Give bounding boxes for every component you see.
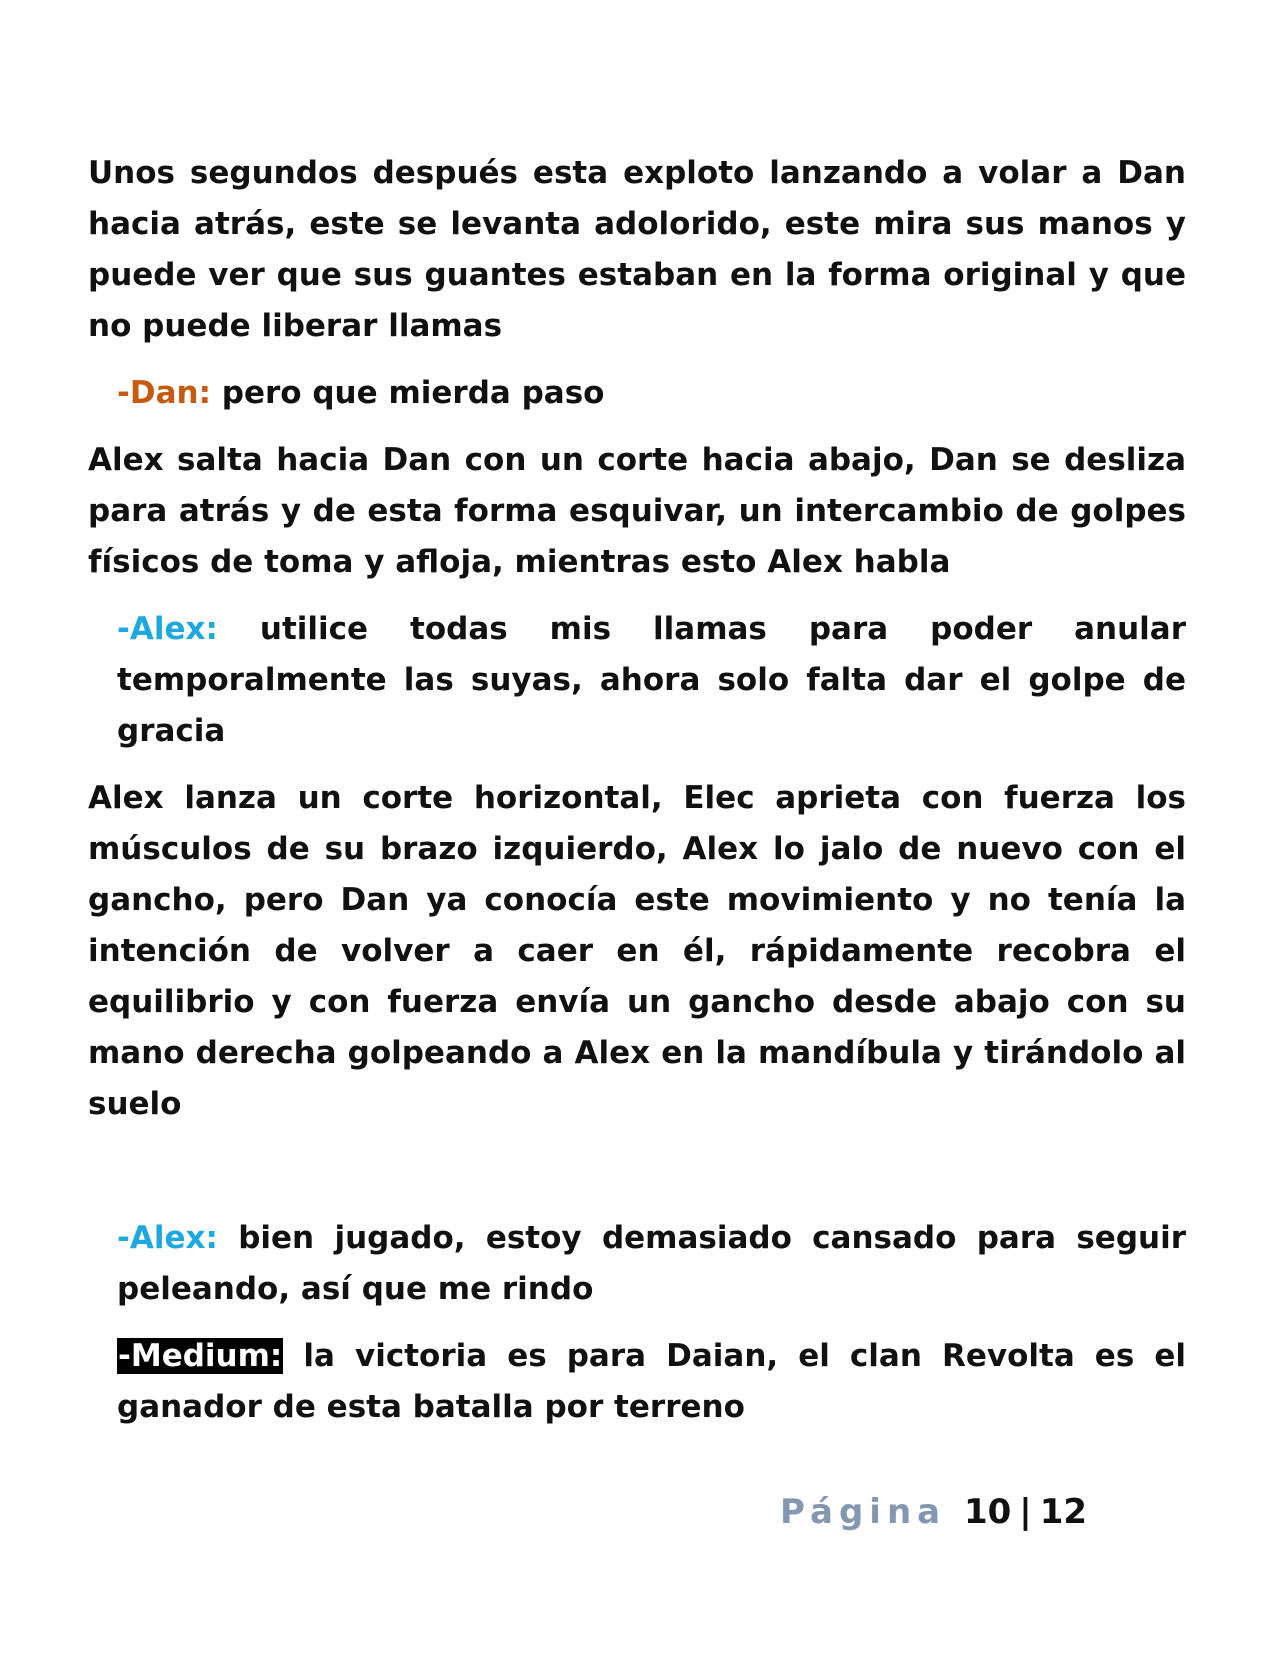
narration-paragraph xyxy=(88,148,1186,352)
page-footer xyxy=(780,1490,1160,1534)
page-number: 10 xyxy=(963,1492,1012,1532)
speaker-medium: -Medium: xyxy=(118,1338,283,1374)
page-separator: | xyxy=(1019,1492,1032,1532)
narration-paragraph xyxy=(88,435,1186,588)
dialogue-text: pero que mierda paso xyxy=(210,375,605,411)
dialogue-line-alex xyxy=(117,604,1186,757)
dialogue-line-alex xyxy=(117,1213,1186,1315)
narration-text: Unos segundos después esta exploto lanzando a volar a Dan hacia atrás, este se levanta adolorido, este mira sus manos y puede ver que sus guantes estaban en la forma original y que no puede liberar llamas xyxy=(88,155,1186,344)
document-page xyxy=(88,148,1186,1433)
dialogue-line-dan xyxy=(117,368,1186,419)
speaker-dan: -Dan: xyxy=(117,375,211,411)
dialogue-text: bien jugado, estoy demasiado cansado para seguir peleando, así que me rindo xyxy=(117,1220,1186,1307)
dialogue-text: utilice todas mis llamas para poder anular temporalmente las suyas, ahora solo falta dar el golpe de gracia xyxy=(117,611,1186,749)
dialogue-line-medium xyxy=(117,1331,1186,1433)
narration-text: Alex lanza un corte horizontal, Elec aprieta con fuerza los músculos de su brazo izquierdo, Alex lo jalo de nuevo con el gancho, pero Dan ya conocía este movimiento y no tenía la intención de volver a caer en él, rápidamente recobra el equilibrio y con fuerza envía un gancho desde abajo con su mano derecha golpeando a Alex en la mandíbula y tirándolo al suelo xyxy=(88,780,1186,1122)
speaker-alex: -Alex: xyxy=(117,611,218,647)
dialogue-text: la victoria es para Daian, el clan Revolta es el ganador de esta batalla por terreno xyxy=(117,1338,1186,1425)
narration-text: Alex salta hacia Dan con un corte hacia abajo, Dan se desliza para atrás y de esta forma esquivar, un intercambio de golpes físicos de toma y afloja, mientras esto Alex habla xyxy=(88,442,1186,580)
narration-paragraph xyxy=(88,773,1186,1130)
page-label: Página xyxy=(780,1492,947,1532)
speaker-alex: -Alex: xyxy=(117,1220,218,1256)
page-total: 12 xyxy=(1039,1492,1088,1532)
